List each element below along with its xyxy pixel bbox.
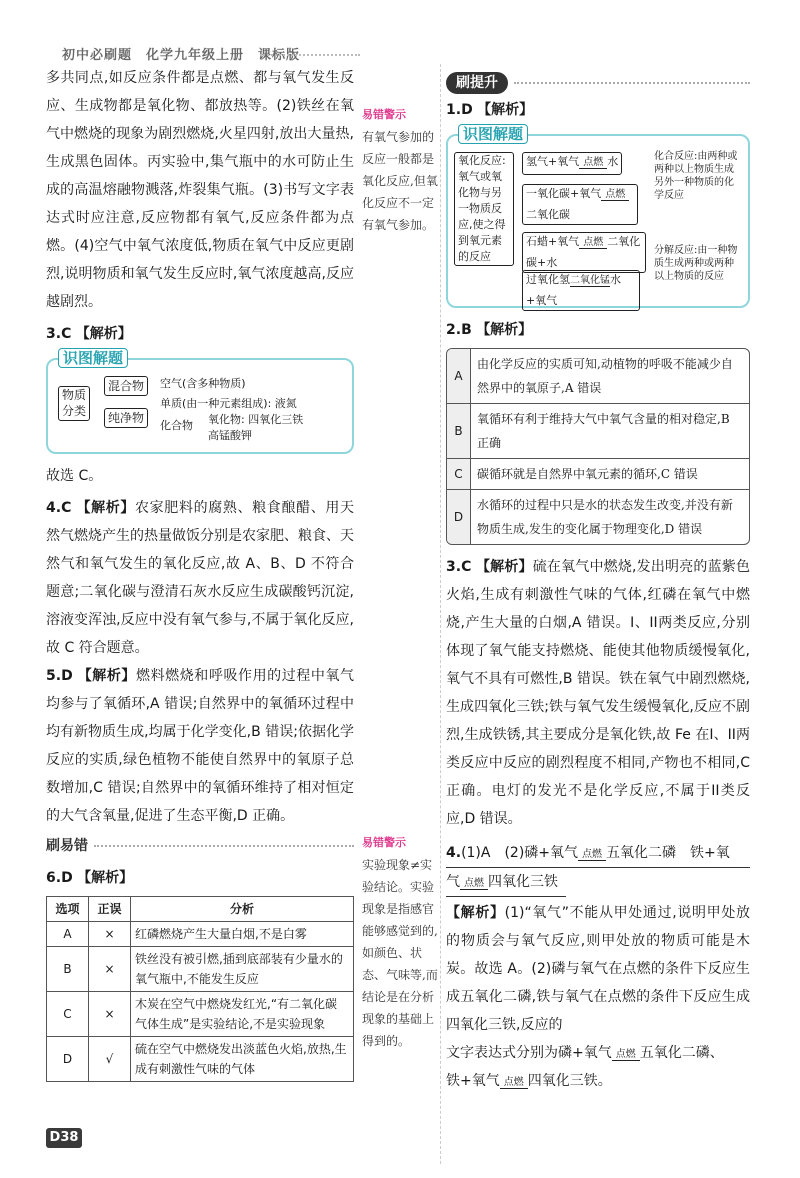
q3-diagram-box xyxy=(46,349,354,454)
q1-decomposition-note: 分解反应:由一种物质生成两种或两种以上物质的反应 xyxy=(654,245,738,282)
q3-root-node: 物质分类 xyxy=(58,386,90,421)
q2-table xyxy=(446,348,750,545)
tip-text: 有氧气参加的反应一般都是氧化反应,但氧化反应不一定有氧气参加。 xyxy=(362,130,438,232)
q3-block: 3.C 【解析】硫在氧气中燃烧,发出明亮的蓝紫色火焰,生成有刺激性气味的气体,红磷在氧气中燃烧,产生大量的白烟,A 错误。I、II两类反应,分别体现了氧气能支持燃烧、能使其他物质缓慢氧化,氧气不具有可燃性,B 错误。铁在氧气中剧烈燃烧,生成四氧化三铁;铁与氧气发生缓慢氧化,反应不剧烈,生成铁锈,其主要成分是氧化铁,故 Fe 在I、II两类反应中反应的剧烈程度不相同,产物也不相同,C 正确。电灯的发光不是化学反应,不属于II类反应,D 错误。 xyxy=(446,559,750,827)
table-row: A 由化学反应的实质可知,动植物的呼吸不能减少自然界中的氧原子,A 错误 xyxy=(447,349,749,404)
q3-other-note: 高锰酸钾 xyxy=(208,429,252,442)
q3-heading xyxy=(46,320,354,348)
q3-oxide-note: 氧化物: 四氧化三铁 xyxy=(208,413,304,426)
page-header: 初中必刷题 化学九年级上册 课标版 xyxy=(62,48,301,63)
q3-mixture-node: 混合物 xyxy=(104,376,148,396)
q3-element-note: 单质(由一种元素组成): 液氮 xyxy=(160,397,297,410)
tip-2 xyxy=(362,832,438,1052)
q3-tag: 【解析】 xyxy=(75,326,132,342)
table-row: C × 木炭在空气中燃烧发红光,“有二氧化碳气体生成”是实验结论,不是实验现象 xyxy=(47,992,354,1037)
q4-eq1: 文字表达式分别为磷+氧气 点燃 五氧化二磷、 xyxy=(446,1039,750,1067)
table-header: 分析 xyxy=(131,897,354,922)
q2-continued-text: 多共同点,如反应条件都是点燃、都与氧气发生反应、生成物都是氧化物、都放热等。(2)铁丝在氧气中燃烧的现象为剧烈燃烧,火星四射,放出大量热,生成黑色固体。丙实验中,集气瓶中的水可防止生成的高温熔融物溅落,炸裂集气瓶。(3)书写文字表达式时应注意,反应物都有氧气,反应条件都为点燃。(4)空气中氧气浓度低,物质在氧气中反应更剧烈,说明物质和氧气发生反应时,氧气浓度越高,反应越剧烈。 xyxy=(46,70,354,310)
q3-compound-note: 化合物 xyxy=(160,419,193,432)
q1-definition: 氧化反应:氧气或氧化物与另一物质反应,使之得到氧元素的反应 xyxy=(454,152,514,266)
q4-explanation: 【解析】(1)“氧气”不能从甲处通过,说明甲处放的物质会与氧气反应,则甲处放的物质可能是木炭。故选 A。(2)磷与氧气在点燃的条件下反应生成五氧化二磷,铁与氧气在点燃的条件下反应生成四氧化三铁,反应的 xyxy=(446,905,750,1033)
q4-block: 4.C 【解析】农家肥料的腐熟、粮食酿醋、用天然气燃烧产生的热量做饭分别是农家肥、粮食、天然气和氧气发生的氧化反应,故 A、B、D 不符合题意;二氧化碳与澄清石灰水反应生成碳酸钙沉淀,溶液变浑浊,反应中没有氧气参与,不属于氧化反应,故 C 符合题意。 xyxy=(46,500,355,656)
table-row: A × 红磷燃烧产生大量白烟,不是白雾 xyxy=(47,922,354,947)
q2-heading: 2.B 【解析】 xyxy=(446,322,533,338)
q3-conclusion: 故选 C。 xyxy=(46,468,103,484)
q1-box-title: 识图解题 xyxy=(458,124,528,144)
q1-heading: 1.D 【解析】 xyxy=(446,102,534,118)
table-row: D 水循环的过程中只是水的状态发生改变,并没有新物质生成,发生的变化属于物理变化,D 错误 xyxy=(447,490,749,544)
q4-answer-line1: 4.(1)A (2)磷+氧气 点燃 五氧化二磷 铁+氧 xyxy=(446,839,750,868)
left-column xyxy=(46,64,354,1082)
header-divider xyxy=(260,54,360,56)
table-header: 选项 xyxy=(47,897,89,922)
tip-1 xyxy=(362,104,438,236)
page-number: D38 xyxy=(46,1128,82,1148)
q1-eq2: 一氧化碳+氧气 点燃 二氧化碳 xyxy=(522,184,638,225)
tip-title: 易错警示 xyxy=(362,836,406,849)
tip-text: 实验现象≠实验结论。实验现象是指感官能够感觉到的,如颜色、状态、气味等,而结论是在分析现象的基础上得到的。 xyxy=(362,858,438,1048)
q3-box-title: 识图解题 xyxy=(58,348,128,368)
q5-block: 5.D 【解析】燃料燃烧和呼吸作用的过程中氧气均参与了氧循环,A 错误;自然界中的氧循环过程中均有新物质生成,均属于化学变化,B 错误;依据化学反应的实质,绿色植物不能使自然界中的氧原子总数增加,C 错误;自然界中的氧循环维持了相对恒定的大气含氧量,促进了生态平衡,D 正确。 xyxy=(46,668,355,824)
section-improve xyxy=(446,72,750,94)
section-title: 刷提升 xyxy=(446,72,508,94)
q4-answer-line2: 气 点燃 四氧化三铁 xyxy=(446,868,566,897)
right-column xyxy=(446,64,750,1095)
q1-diagram-box xyxy=(446,125,750,308)
q1-eq3: 石蜡+氧气 点燃 二氧化碳+水 xyxy=(522,232,646,273)
table-row: D √ 硫在空气中燃烧发出淡蓝色火焰,放热,生成有刺激性气味的气体 xyxy=(47,1037,354,1082)
section-title: 刷易错 xyxy=(46,838,88,854)
column-divider xyxy=(440,64,441,1164)
q6-heading: 6.D 【解析】 xyxy=(46,870,134,886)
q3-pure-node: 纯净物 xyxy=(104,408,148,428)
q6-table xyxy=(46,896,354,1082)
q3-mixture-note: 空气(含多种物质) xyxy=(160,377,246,390)
q1-combination-note: 化合反应:由两种或两种以上物质生成另外一种物质的化学反应 xyxy=(654,151,738,201)
table-row: C 碳循环就是自然界中氧元素的循环,C 错误 xyxy=(447,459,749,490)
tip-title: 易错警示 xyxy=(362,108,406,121)
section-error-prone xyxy=(46,832,354,860)
q4-eq2: 铁+氧气 点燃 四氧化三铁。 xyxy=(446,1067,750,1095)
q1-eq1: 氢气+氧气 点燃 水 xyxy=(522,152,622,175)
table-header: 正误 xyxy=(89,897,131,922)
q3-answer: C xyxy=(61,326,72,342)
table-row: B × 铁丝没有被引燃,插到底部装有少量水的氧气瓶中,不能发生反应 xyxy=(47,947,354,992)
q1-eq4: 过氧化氢 二氧化锰 水+氧气 xyxy=(522,270,640,311)
q3-number: 3. xyxy=(46,326,62,342)
table-row: B 氧循环有利于维持大气中氧气含量的相对稳定,B 正确 xyxy=(447,404,749,459)
